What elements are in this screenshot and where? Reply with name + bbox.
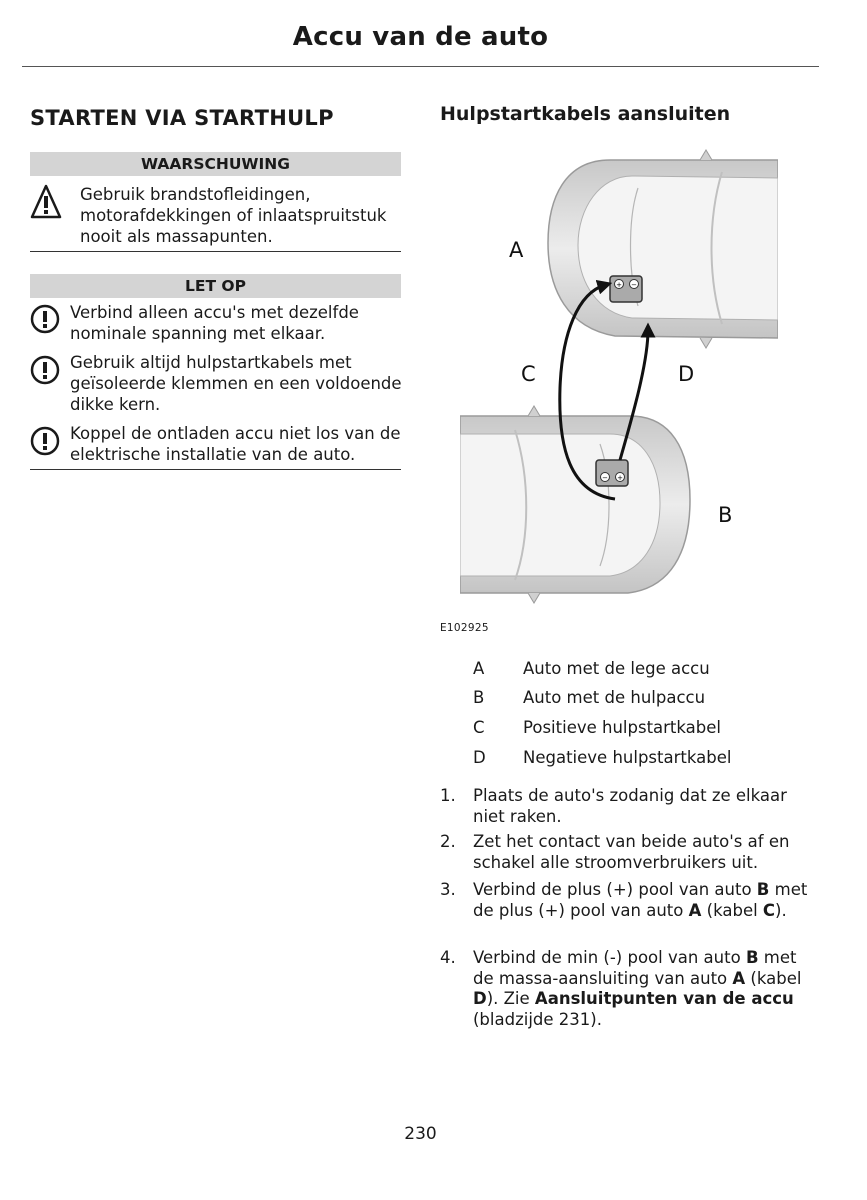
notice-exclamation-icon [30, 426, 60, 456]
section-title: STARTEN VIA STARTHULP [30, 106, 334, 130]
legend-letter: B [473, 688, 485, 707]
legend-letter: D [473, 748, 486, 767]
legend-text: Auto met de lege accu [523, 659, 710, 678]
step-number: 4. [440, 948, 456, 967]
cross-reference-link[interactable]: Aansluitpunten van de accu [534, 989, 794, 1008]
car-a-illustration [548, 150, 778, 348]
label-c: C [521, 362, 536, 386]
step-number: 1. [440, 786, 456, 805]
subsection-heading: Hulpstartkabels aansluiten [440, 103, 731, 125]
svg-text:+: + [617, 474, 623, 482]
battery-b-icon [596, 460, 628, 486]
figure-code: E102925 [440, 622, 489, 634]
page-title: Accu van de auto [292, 22, 549, 52]
notice-exclamation-icon [30, 304, 60, 334]
step-text: Verbind de plus (+) pool van auto B met de plus (+) pool van auto A (kabel C). [473, 880, 808, 920]
notice-banner: LET OP [30, 274, 401, 298]
warning-divider [30, 251, 401, 252]
header-divider [22, 66, 819, 67]
notice-divider [30, 469, 401, 470]
label-a: A [509, 238, 524, 262]
label-d: D [678, 362, 695, 386]
svg-text:−: − [631, 281, 637, 289]
battery-a-icon [610, 276, 642, 302]
notice-item: Gebruik altijd hulpstartkabels met geïsoleerde klemmen en een voldoende dikke kern. [70, 353, 402, 414]
notice-exclamation-icon [30, 355, 60, 385]
car-b-illustration [460, 406, 690, 603]
legend-text: Auto met de hulpaccu [523, 688, 706, 707]
step-text: Zet het contact van beide auto's af en schakel alle stroomverbruikers uit. [473, 832, 790, 872]
legend-text: Negatieve hulpstartkabel [523, 748, 732, 767]
step-number: 3. [440, 880, 456, 899]
legend-letter: A [473, 659, 485, 678]
svg-text:+: + [616, 281, 622, 289]
notice-item: Verbind alleen accu's met dezelfde nominale spanning met elkaar. [70, 303, 359, 343]
warning-triangle-icon [30, 183, 62, 221]
legend-text: Positieve hulpstartkabel [523, 718, 721, 737]
notice-item: Koppel de ontladen accu niet los van de elektrische installatie van de auto. [70, 424, 401, 464]
label-b: B [718, 503, 733, 527]
warning-banner: WAARSCHUWING [30, 152, 401, 176]
step-text: Plaats de auto's zodanig dat ze elkaar niet raken. [473, 786, 787, 826]
jump-start-diagram [460, 148, 778, 618]
step-number: 2. [440, 832, 456, 851]
legend-letter: C [473, 718, 485, 737]
step-text: Verbind de min (-) pool van auto B met de massa-aansluiting van auto A (kabel D). Zie Aansluitpunten van de accu (bladzijde 231). [473, 948, 802, 1029]
warning-text: Gebruik brandstofleidingen, motorafdekkingen of inlaatspruitstuk nooit als massapunten. [80, 185, 387, 246]
page-number: 230 [404, 1124, 437, 1144]
svg-text:−: − [602, 474, 608, 482]
